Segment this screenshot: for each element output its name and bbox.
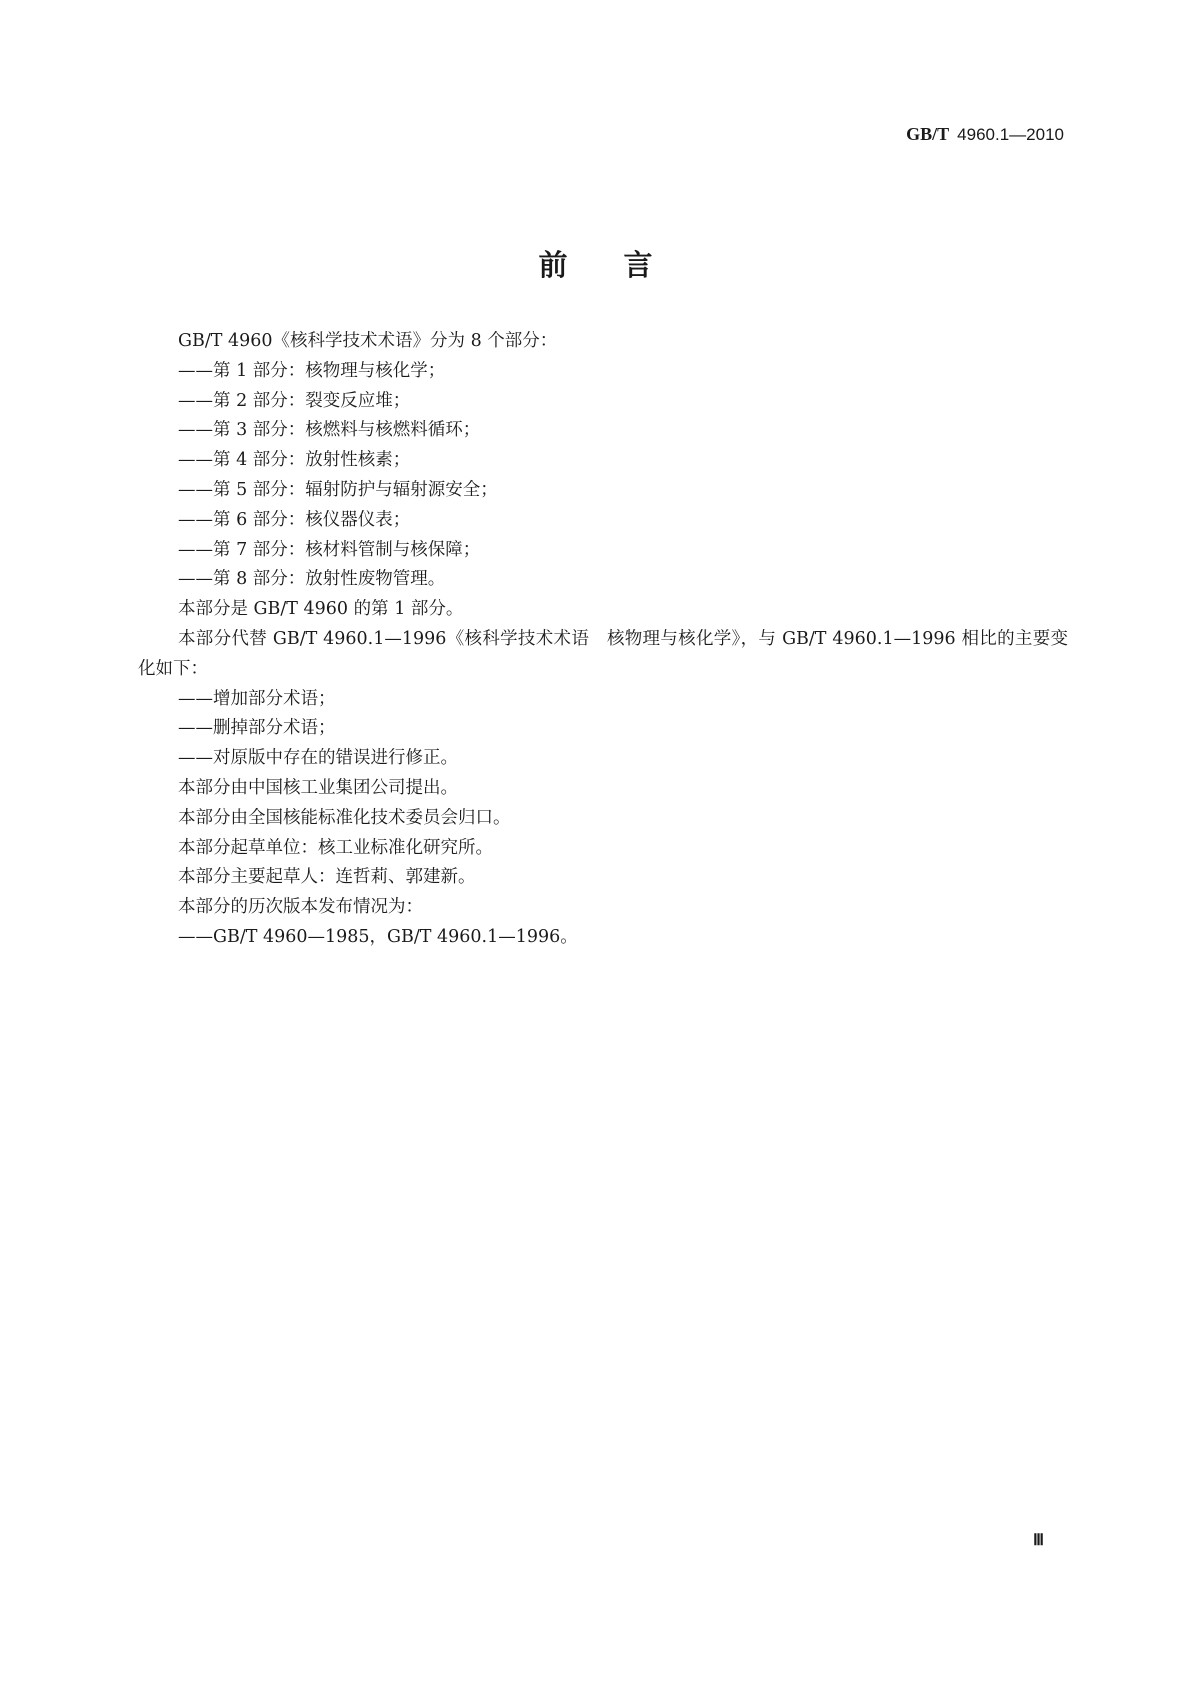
paragraph-under-jurisdiction: 本部分由全国核能标准化技术委员会归口。 bbox=[178, 807, 511, 828]
standard-code-header bbox=[906, 124, 1064, 145]
paragraph-replaces: 本部分代替 GB/T 4960.1—1996《核科学技术术语 核物理与核化学》，与 GB/T 4960.1—1996 相比的主要变化如下： bbox=[138, 628, 1068, 679]
standard-number: 4960.1—2010 bbox=[957, 125, 1064, 144]
list-item-part-3: ——第 3 部分：核燃料与核燃料循环； bbox=[178, 420, 481, 441]
paragraph-drafting-unit: 本部分起草单位：核工业标准化研究所。 bbox=[178, 837, 493, 858]
list-item-previous-versions: ——GB/T 4960—1985，GB/T 4960.1—1996。 bbox=[178, 926, 578, 947]
list-item-change-2: ——删掉部分术语； bbox=[178, 718, 336, 739]
list-item-part-6: ——第 6 部分：核仪器仪表； bbox=[178, 509, 411, 530]
list-item-change-1: ——增加部分术语； bbox=[178, 688, 336, 709]
list-item-part-5: ——第 5 部分：辐射防护与辐射源安全； bbox=[178, 479, 498, 500]
list-item-part-1: ——第 1 部分：核物理与核化学； bbox=[178, 360, 446, 381]
paragraph-this-part: 本部分是 GB/T 4960 的第 1 部分。 bbox=[178, 599, 464, 620]
paragraph-version-history: 本部分的历次版本发布情况为： bbox=[178, 897, 423, 918]
page-title: 前言 bbox=[538, 248, 709, 283]
list-item-part-7: ——第 7 部分：核材料管制与核保障； bbox=[178, 539, 481, 560]
list-item-part-8: ——第 8 部分：放射性废物管理。 bbox=[178, 569, 446, 590]
foreword-body bbox=[138, 327, 1068, 953]
list-item-change-3: ——对原版中存在的错误进行修正。 bbox=[178, 748, 458, 769]
paragraph-parts-intro: GB/T 4960《核科学技术术语》分为 8 个部分： bbox=[178, 331, 558, 351]
paragraph-drafters: 本部分主要起草人：连哲莉、郭建新。 bbox=[178, 867, 476, 888]
standard-prefix: GB/T bbox=[906, 124, 950, 144]
list-item-part-4: ——第 4 部分：放射性核素； bbox=[178, 450, 411, 471]
paragraph-proposed-by: 本部分由中国核工业集团公司提出。 bbox=[178, 777, 458, 798]
list-item-part-2: ——第 2 部分：裂变反应堆； bbox=[178, 390, 411, 411]
page-number: Ⅲ bbox=[1033, 1532, 1044, 1549]
